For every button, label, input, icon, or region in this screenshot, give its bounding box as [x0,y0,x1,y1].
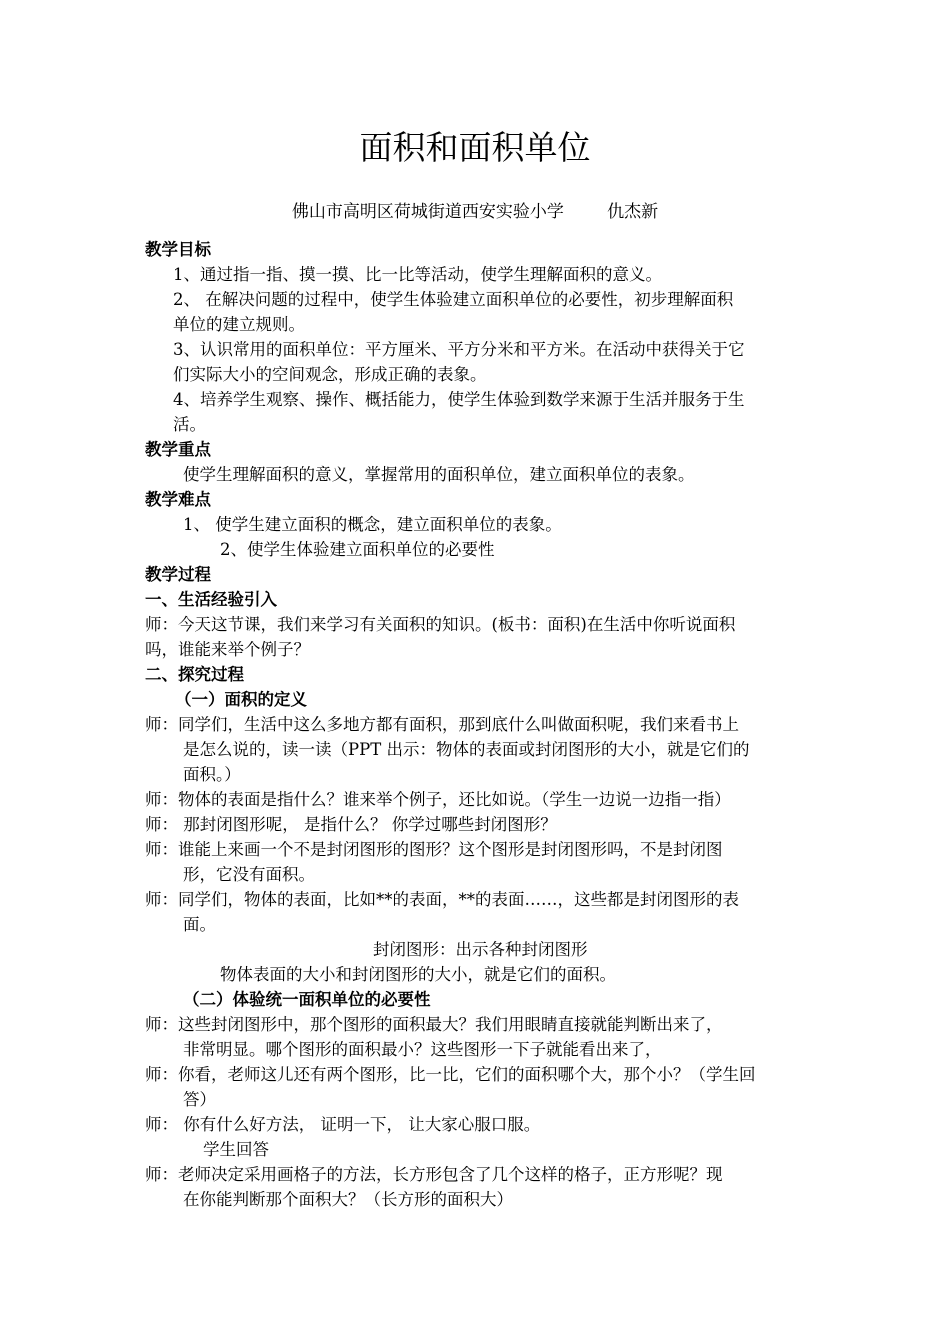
section-heading: （二）体验统一面积单位的必要性 [183,990,431,1009]
text-line: 3、认识常用的面积单位：平方厘米、平方分米和平方米。在活动中获得关于它 [173,340,745,359]
text-line: 在你能判断那个面积大？（长方形的面积大） [183,1190,513,1209]
section-heading: 一、生活经验引入 [145,590,277,609]
section-heading: 教学重点 [145,440,211,459]
section-heading: 教学过程 [145,565,211,584]
text-line: 是怎么说的，读一读（PPT 出示：物体的表面或封闭图形的大小，就是它们的 [183,740,750,759]
text-line: 物体表面的大小和封闭图形的大小，就是它们的面积。 [220,965,616,984]
text-line: 4、培养学生观察、操作、概括能力，使学生体验到数学来源于生活并服务于生 [173,390,745,409]
text-line: 师：物体的表面是指什么？谁来举个例子，还比如说。（学生一边说一边指一指） [145,790,731,809]
text-line: 面。 [183,915,216,934]
text-line: 师：这些封闭图形中，那个图形的面积最大？我们用眼睛直接就能判断出来了， [145,1015,723,1034]
text-line: 们实际大小的空间观念，形成正确的表象。 [173,365,487,384]
text-line: 非常明显。哪个图形的面积最小？这些图形一下子就能看出来了， [183,1040,662,1059]
text-line: 1、通过指一指、摸一摸、比一比等活动，使学生理解面积的意义。 [173,265,662,284]
section-heading: （一）面积的定义 [175,690,307,709]
text-line: 师： 那封闭图形呢， 是指什么？ 你学过哪些封闭图形？ [145,815,557,834]
text-line: 师：谁能上来画一个不是封闭图形的图形？这个图形是封闭图形吗，不是封闭图 [145,840,723,859]
section-heading: 教学难点 [145,490,211,509]
text-line: 学生回答 [203,1140,269,1159]
author-line: 佛山市高明区荷城街道西安实验小学 仇杰新 [291,202,659,222]
text-line: 使学生理解面积的意义，掌握常用的面积单位，建立面积单位的表象。 [183,465,695,484]
text-line: 答） [183,1090,216,1109]
text-line: 师：老师决定采用画格子的方法，长方形包含了几个这样的格子，正方形呢？现 [145,1165,723,1184]
text-line: 师：你看，老师这儿还有两个图形，比一比，它们的面积哪个大，那个小？（学生回 [145,1065,756,1084]
text-line: 面积。） [183,765,241,784]
text-line: 1、 使学生建立面积的概念，建立面积单位的表象。 [183,515,562,534]
text-line: 师：同学们，物体的表面，比如**的表面，**的表面……，这些都是封闭图形的表 [145,890,739,909]
text-line: 吗，谁能来举个例子？ [145,640,310,659]
text-line: 师： 你有什么好方法， 证明一下， 让大家心服口服。 [145,1115,541,1134]
text-line: 师：同学们，生活中这么多地方都有面积，那到底什么叫做面积呢，我们来看书上 [145,715,739,734]
section-heading: 二、探究过程 [145,665,244,684]
section-heading: 教学目标 [145,240,211,259]
text-line: 封闭图形：出示各种封闭图形 [373,940,588,959]
text-line: 形，它没有面积。 [183,865,315,884]
text-line: 单位的建立规则。 [173,315,305,334]
text-line: 2、 在解决问题的过程中，使学生体验建立面积单位的必要性，初步理解面积 [173,290,734,309]
document-title: 面积和面积单位 [359,128,591,167]
text-line: 师：今天这节课，我们来学习有关面积的知识。(板书：面积)在生活中你听说面积 [145,615,736,634]
text-line: 活。 [173,415,206,434]
text-line: 2、使学生体验建立面积单位的必要性 [220,540,495,559]
